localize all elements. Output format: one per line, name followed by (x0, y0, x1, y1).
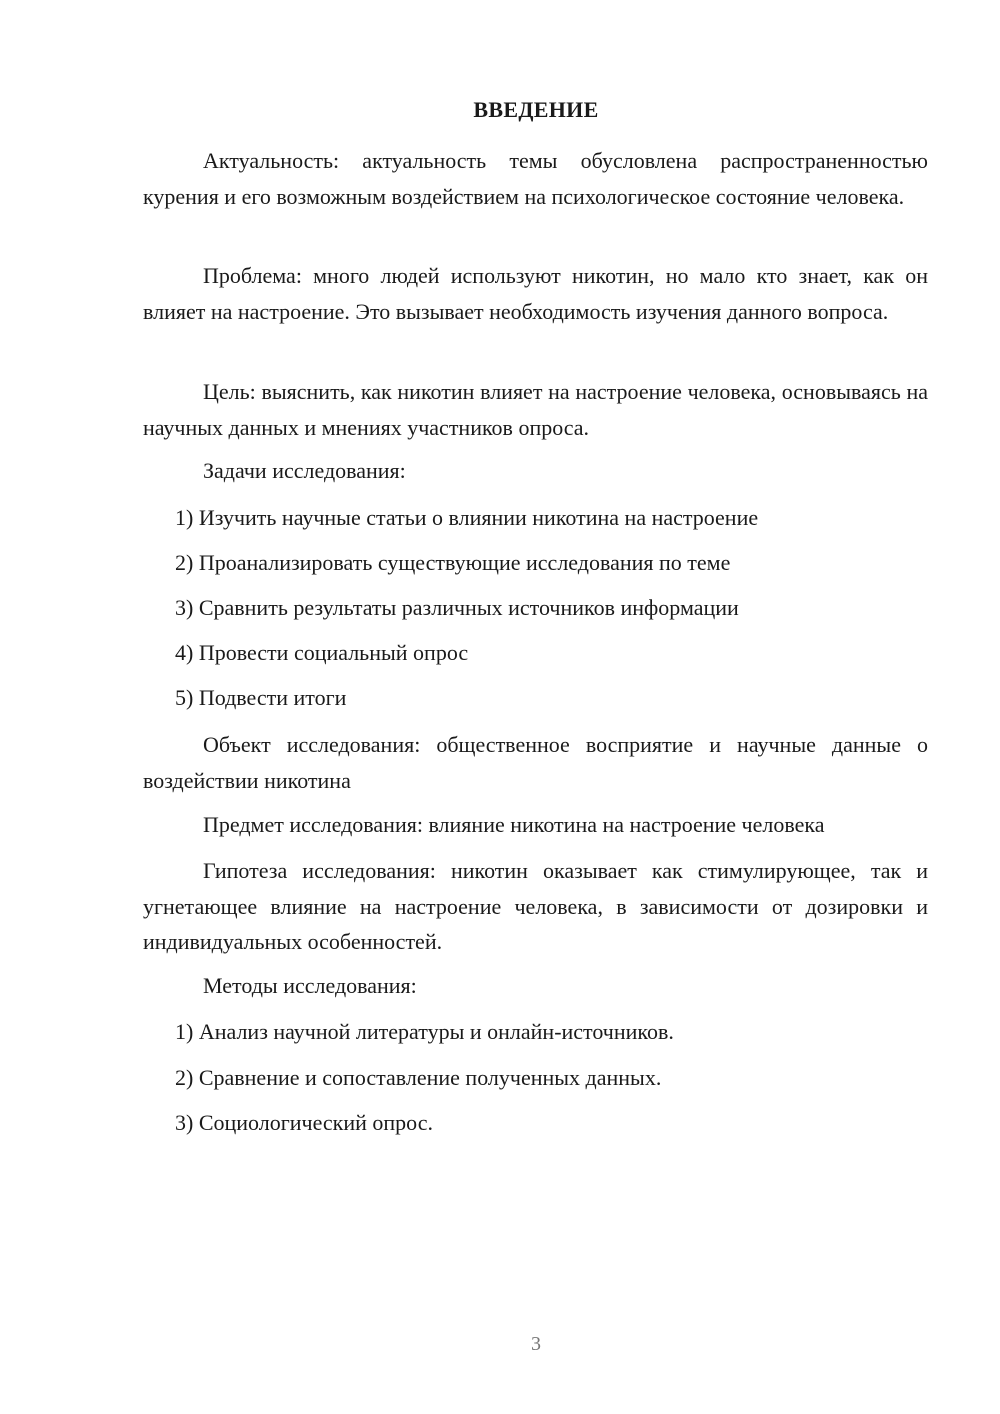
method-item: 2) Сравнение и сопоставление полученных данных. (175, 1065, 662, 1090)
task-item: 5) Подвести итоги (175, 685, 347, 710)
goal-paragraph: Цель: выяснить, как никотин влияет на настроение человека, основываясь на научных данных и мнениях участников опроса. (143, 379, 928, 440)
problem-paragraph: Проблема: много людей используют никотин, но мало кто знает, как он влияет на настроение. Это вызывает необходимость изучения данного вопроса. (143, 263, 928, 324)
relevance-paragraph: Актуальность: актуальность темы обусловлена распространенностью курения и его возможным воздействием на психологическое состояние человека. (143, 148, 928, 209)
task-item: 2) Проанализировать существующие исследования по теме (175, 550, 731, 575)
method-item: 1) Анализ научной литературы и онлайн-источников. (175, 1019, 674, 1044)
page-number: 3 (531, 1333, 541, 1355)
subject-paragraph: Предмет исследования: влияние никотина на настроение человека (203, 812, 825, 837)
method-item: 3) Социологический опрос. (175, 1110, 433, 1135)
methods-heading: Методы исследования: (203, 973, 417, 998)
task-item: 4) Провести социальный опрос (175, 640, 469, 665)
hypothesis-paragraph: Гипотеза исследования: никотин оказывает как стимулирующее, так и угнетающее влияние на настроение человека, в зависимости от дозировки и индивидуальных особенностей. (143, 858, 928, 954)
object-paragraph: Объект исследования: общественное восприятие и научные данные о воздействии никотина (143, 732, 928, 793)
section-heading: ВВЕДЕНИЕ (473, 97, 599, 122)
task-item: 1) Изучить научные статьи о влиянии никотина на настроение (175, 505, 759, 530)
tasks-heading: Задачи исследования: (203, 458, 406, 483)
task-item: 3) Сравнить результаты различных источников информации (175, 595, 739, 620)
